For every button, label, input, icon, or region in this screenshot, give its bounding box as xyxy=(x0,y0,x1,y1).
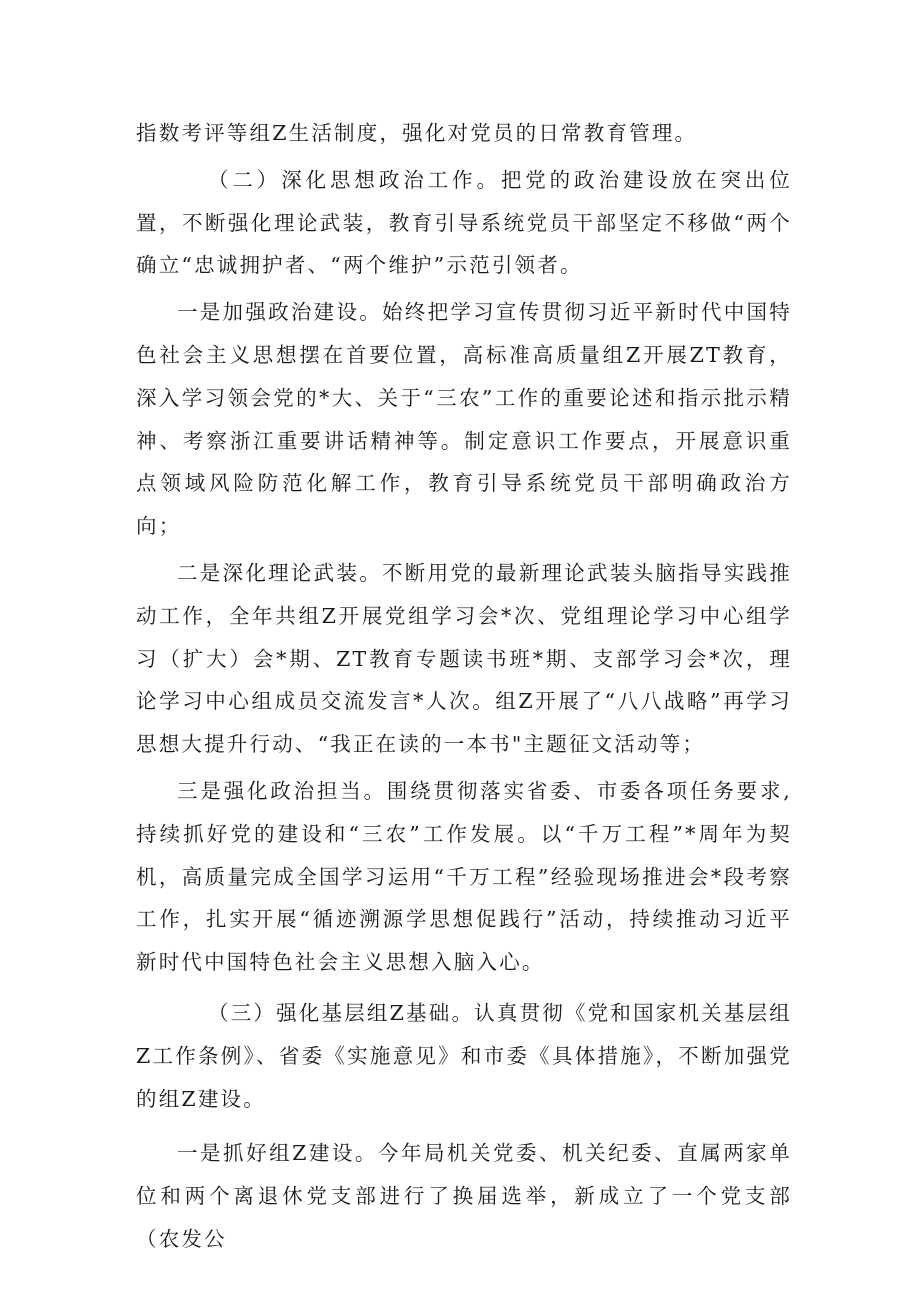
section-heading-three: （三）强化基层组Z基础。认真贯彻《党和国家机关基层组Z工作条例》、省委《实施意见》和市委《具体措施》，不断加强党的组Z建设。 xyxy=(136,1000,792,1111)
paragraph-theory-arming: 二是深化理论武装。不断用党的最新理论武装头脑指导实践推动工作，全年共组Z开展党组学习会*次、党组理论学习中心组学习（扩大）会*期、ZT教育专题读书班*期、支部学习会*次，理论学习中心组成员交流发言*人次。组Z开展了“八八战略”再学习思想大提升行动、“我正在读的一本书"主题征文活动等； xyxy=(136,560,792,757)
document-page xyxy=(136,112,792,1261)
paragraph-political-responsibility: 三是强化政治担当。围绕贯彻落实省委、市委各项任务要求,持续抓好党的建设和“三农”工作发展。以“千万工程”*周年为契机，高质量完成全国学习运用“千万工程”经验现场推进会*段考察工作，扎实开展“循迹溯源学思想促践行”活动，持续推动习近平新时代中国特色社会主义思想入脑入心。 xyxy=(136,778,792,975)
paragraph-continuation: 指数考评等组Z生活制度，强化对党员的日常教育管理。 xyxy=(136,121,698,145)
section-heading-two: （二）深化思想政治工作。把党的政治建设放在突出位置，不断强化理论武装，教育引导系统党员干部坚定不移做“两个确立“忠诚拥护者、“两个维护”示范引领者。 xyxy=(136,167,792,278)
paragraph-political-building: 一是加强政治建设。始终把学习宣传贯彻习近平新时代中国特色社会主义思想摆在首要位置，高标准高质量组Z开展ZT教育，深入学习领会党的*大、关于“三农”工作的重要论述和指示批示精神、考察浙江重要讲话精神等。制定意识工作要点，开展意识重点领域风险防范化解工作，教育引导系统党员干部明确政治方向； xyxy=(136,300,792,539)
paragraph-organization-building: 一是抓好组Z建设。今年局机关党委、机关纪委、直属两家单位和两个离退休党支部进行了换届选举，新成立了一个党支部（农发公 xyxy=(136,1141,792,1251)
